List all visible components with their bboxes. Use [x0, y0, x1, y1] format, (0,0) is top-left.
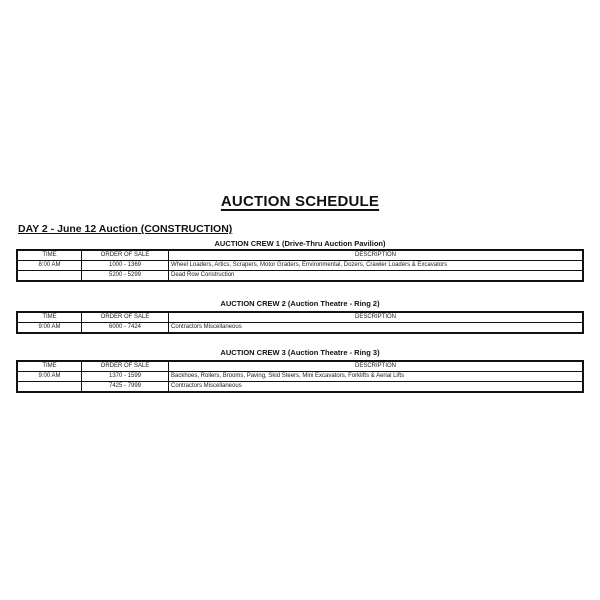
column-header-description: DESCRIPTION: [169, 312, 584, 323]
column-header-order: ORDER OF SALE: [82, 250, 169, 261]
column-header-time: TIME: [17, 250, 82, 261]
table-header-row: [17, 250, 583, 261]
table-row: [17, 261, 583, 271]
page-title-text: AUCTION SCHEDULE: [220, 193, 380, 210]
crew-3-table: [16, 360, 584, 393]
crew-2-table: [16, 311, 584, 334]
column-header-time: TIME: [17, 361, 82, 372]
cell-description: Wheel Loaders, Artics, Scrapers, Motor Graders, Environmental, Dozers, Crawler Loaders & Excavators: [169, 261, 584, 271]
table-row: [17, 372, 583, 382]
cell-description: Contractors Miscellaneous: [169, 323, 584, 334]
table-row: [17, 271, 583, 282]
table-row: [17, 323, 583, 334]
cell-description: Contractors Miscellaneous: [169, 382, 584, 393]
column-header-description: DESCRIPTION: [169, 250, 584, 261]
table-row: [17, 382, 583, 393]
crew-3-heading: AUCTION CREW 3 (Auction Theatre - Ring 3): [220, 348, 380, 357]
crew-2-heading: AUCTION CREW 2 (Auction Theatre - Ring 2): [220, 299, 380, 308]
column-header-order: ORDER OF SALE: [82, 361, 169, 372]
cell-time: [17, 271, 82, 282]
cell-time: [17, 382, 82, 393]
cell-description: Dead Row Construction: [169, 271, 584, 282]
column-header-time: TIME: [17, 312, 82, 323]
day-heading: DAY 2 - June 12 Auction (CONSTRUCTION): [18, 223, 233, 235]
cell-order: 7425 - 7999: [82, 382, 169, 393]
page-title: [0, 193, 600, 210]
cell-time: 8:00 AM: [17, 261, 82, 271]
cell-order: 1000 - 1369: [82, 261, 169, 271]
cell-order: 1370 - 1599: [82, 372, 169, 382]
column-header-description: DESCRIPTION: [169, 361, 584, 372]
table-header-row: [17, 312, 583, 323]
table-header-row: [17, 361, 583, 372]
crew-1-heading: AUCTION CREW 1 (Drive-Thru Auction Pavilion): [214, 239, 386, 248]
cell-order: 6000 - 7424: [82, 323, 169, 334]
cell-order: 5200 - 5299: [82, 271, 169, 282]
cell-time: 9:00 AM: [17, 323, 82, 334]
cell-description: Backhoes, Rollers, Brooms, Paving, Skid Steers, Mini Excavators, Forklifts & Aerial Lifts: [169, 372, 584, 382]
cell-time: 9:00 AM: [17, 372, 82, 382]
crew-1-table: [16, 249, 584, 282]
column-header-order: ORDER OF SALE: [82, 312, 169, 323]
